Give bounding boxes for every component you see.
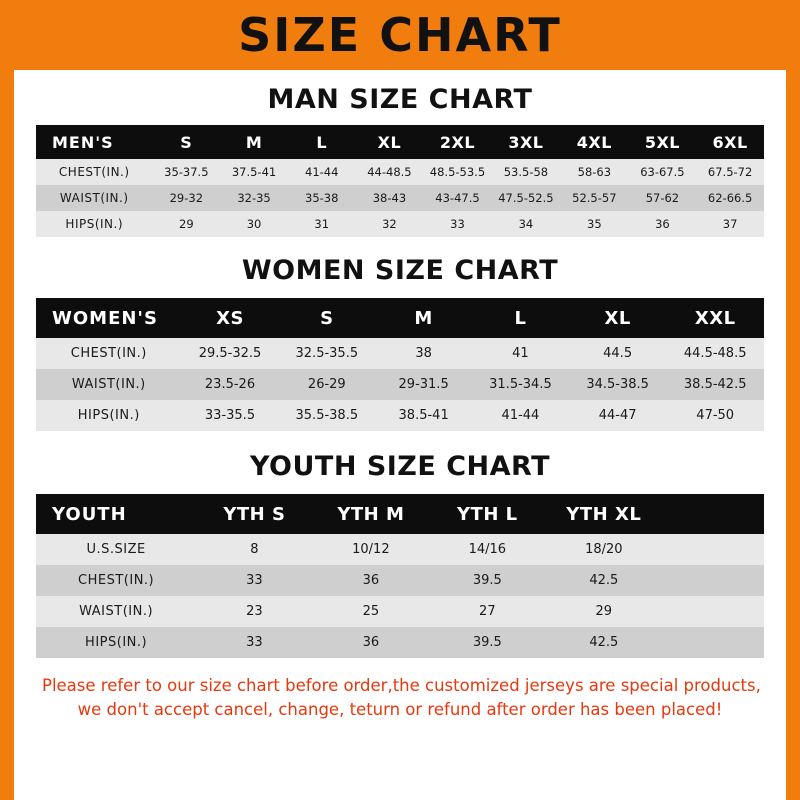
order-notice: [36, 674, 764, 722]
youth-cell-2-4: [662, 596, 764, 627]
women-cell-1-4: 34.5-38.5: [569, 369, 667, 400]
women-cell-2-2: 38.5-41: [375, 400, 472, 431]
women-cell-2-1: 35.5-38.5: [278, 400, 375, 431]
women-header-cell-6: XXL: [694, 307, 736, 329]
youth-header-cell-5: [662, 494, 764, 534]
women-header-cell-4: L: [514, 307, 527, 329]
women-cell-1-0: 23.5-26: [182, 369, 279, 400]
man-cell-0-0: 35-37.5: [152, 159, 220, 185]
page-title: SIZE CHART: [238, 8, 562, 62]
man-cell-2-0: 29: [152, 211, 220, 237]
man-cell-2-2: 31: [288, 211, 356, 237]
youth-cell-1-4: [662, 565, 764, 596]
youth-row-0-label: U.S.SIZE: [36, 534, 196, 565]
man-cell-0-3: 44-48.5: [356, 159, 424, 185]
youth-cell-1-3: 42.5: [546, 565, 662, 596]
man-cell-0-8: 67.5-72: [696, 159, 764, 185]
women-table-header-row: [36, 298, 764, 338]
youth-cell-3-1: 36: [313, 627, 429, 658]
table-row: [36, 211, 764, 237]
man-table-header-row: [36, 125, 764, 159]
youth-header-cell-2: YTH M: [337, 503, 405, 525]
man-row-1-label: WAIST(IN.): [36, 185, 152, 211]
women-cell-0-0: 29.5-32.5: [182, 338, 279, 369]
women-header-cell-5: XL: [604, 307, 631, 329]
women-row-0-label: CHEST(IN.): [36, 338, 182, 369]
man-cell-0-4: 48.5-53.5: [423, 159, 491, 185]
youth-row-2-label: WAIST(IN.): [36, 596, 196, 627]
order-notice-line-1: Please refer to our size chart before order,the customized jerseys are special products,: [42, 676, 761, 695]
youth-header-cell-1: YTH S: [223, 503, 286, 525]
man-cell-2-7: 36: [629, 211, 697, 237]
content-area: [14, 84, 786, 722]
man-cell-1-3: 38-43: [356, 185, 424, 211]
table-row: [36, 185, 764, 211]
women-cell-0-2: 38: [375, 338, 472, 369]
women-cell-1-3: 31.5-34.5: [472, 369, 569, 400]
youth-header-cell-4: YTH XL: [566, 503, 642, 525]
order-notice-line-2: we don't accept cancel, change, teturn or refund after order has been placed!: [77, 699, 723, 719]
man-cell-2-8: 37: [696, 211, 764, 237]
youth-row-3-label: HIPS(IN.): [36, 627, 196, 658]
women-size-table: [36, 298, 764, 431]
man-cell-2-6: 35: [560, 211, 628, 237]
man-cell-1-7: 57-62: [629, 185, 697, 211]
man-cell-2-3: 32: [356, 211, 424, 237]
man-cell-0-1: 37.5-41: [220, 159, 288, 185]
man-cell-1-2: 35-38: [288, 185, 356, 211]
youth-cell-2-2: 27: [429, 596, 545, 627]
women-header-cell-3: M: [414, 307, 433, 329]
youth-header-cell-3: YTH L: [457, 503, 518, 525]
youth-section-title: YOUTH SIZE CHART: [249, 451, 551, 482]
man-size-table: [36, 125, 764, 237]
man-header-cell-5: 2XL: [439, 132, 476, 152]
youth-cell-3-2: 39.5: [429, 627, 545, 658]
youth-cell-0-0: 8: [196, 534, 312, 565]
women-cell-0-1: 32.5-35.5: [278, 338, 375, 369]
man-cell-1-1: 32-35: [220, 185, 288, 211]
women-header-cell-2: S: [320, 307, 334, 329]
youth-size-table: [36, 494, 764, 658]
women-cell-2-0: 33-35.5: [182, 400, 279, 431]
man-header-cell-0: MEN'S: [52, 132, 114, 152]
youth-cell-2-0: 23: [196, 596, 312, 627]
man-header-cell-7: 4XL: [576, 132, 612, 152]
table-row: [36, 565, 764, 596]
man-header-cell-4: XL: [377, 132, 402, 152]
women-cell-2-3: 41-44: [472, 400, 569, 431]
table-row: [36, 596, 764, 627]
youth-cell-1-0: 33: [196, 565, 312, 596]
youth-cell-1-1: 36: [313, 565, 429, 596]
man-section-title: MAN SIZE CHART: [267, 84, 533, 115]
man-cell-1-5: 47.5-52.5: [492, 185, 560, 211]
table-row: [36, 338, 764, 369]
man-header-cell-1: S: [180, 132, 193, 152]
youth-cell-2-3: 29: [546, 596, 662, 627]
youth-cell-0-1: 10/12: [313, 534, 429, 565]
women-cell-1-1: 26-29: [278, 369, 375, 400]
youth-header-cell-0: YOUTH: [52, 503, 127, 525]
man-cell-2-1: 30: [220, 211, 288, 237]
women-cell-0-4: 44.5: [569, 338, 667, 369]
youth-cell-2-1: 25: [313, 596, 429, 627]
youth-cell-0-4: [662, 534, 764, 565]
youth-cell-3-3: 42.5: [546, 627, 662, 658]
man-row-0-label: CHEST(IN.): [36, 159, 152, 185]
women-cell-1-5: 38.5-42.5: [666, 369, 764, 400]
table-row: [36, 159, 764, 185]
man-cell-0-7: 63-67.5: [629, 159, 697, 185]
youth-cell-0-3: 18/20: [546, 534, 662, 565]
youth-cell-1-2: 39.5: [429, 565, 545, 596]
man-cell-1-6: 52.5-57: [560, 185, 628, 211]
women-cell-0-3: 41: [472, 338, 569, 369]
man-row-2-label: HIPS(IN.): [36, 211, 152, 237]
man-cell-0-5: 53.5-58: [492, 159, 560, 185]
women-header-cell-1: XS: [216, 307, 244, 329]
man-cell-0-6: 58-63: [560, 159, 628, 185]
youth-cell-0-2: 14/16: [429, 534, 545, 565]
women-cell-2-4: 44-47: [569, 400, 667, 431]
man-cell-1-8: 62-66.5: [696, 185, 764, 211]
table-row: [36, 534, 764, 565]
women-row-1-label: WAIST(IN.): [36, 369, 182, 400]
man-header-cell-8: 5XL: [644, 132, 680, 152]
man-header-cell-2: M: [245, 132, 263, 152]
man-header-cell-6: 3XL: [508, 132, 544, 152]
table-row: [36, 400, 764, 431]
man-header-cell-9: 6XL: [712, 132, 748, 152]
women-row-2-label: HIPS(IN.): [36, 400, 182, 431]
youth-cell-3-0: 33: [196, 627, 312, 658]
women-header-cell-0: WOMEN'S: [52, 307, 158, 329]
man-cell-1-0: 29-32: [152, 185, 220, 211]
man-cell-0-2: 41-44: [288, 159, 356, 185]
women-cell-2-5: 47-50: [666, 400, 764, 431]
women-cell-0-5: 44.5-48.5: [666, 338, 764, 369]
table-row: [36, 369, 764, 400]
man-cell-2-4: 33: [423, 211, 491, 237]
youth-row-1-label: CHEST(IN.): [36, 565, 196, 596]
women-cell-1-2: 29-31.5: [375, 369, 472, 400]
man-cell-2-5: 34: [492, 211, 560, 237]
table-row: [36, 627, 764, 658]
women-section-title: WOMEN SIZE CHART: [241, 255, 559, 286]
man-cell-1-4: 43-47.5: [423, 185, 491, 211]
youth-cell-3-4: [662, 627, 764, 658]
man-header-cell-3: L: [316, 132, 328, 152]
youth-table-header-row: [36, 494, 764, 534]
page-banner: [0, 0, 800, 70]
